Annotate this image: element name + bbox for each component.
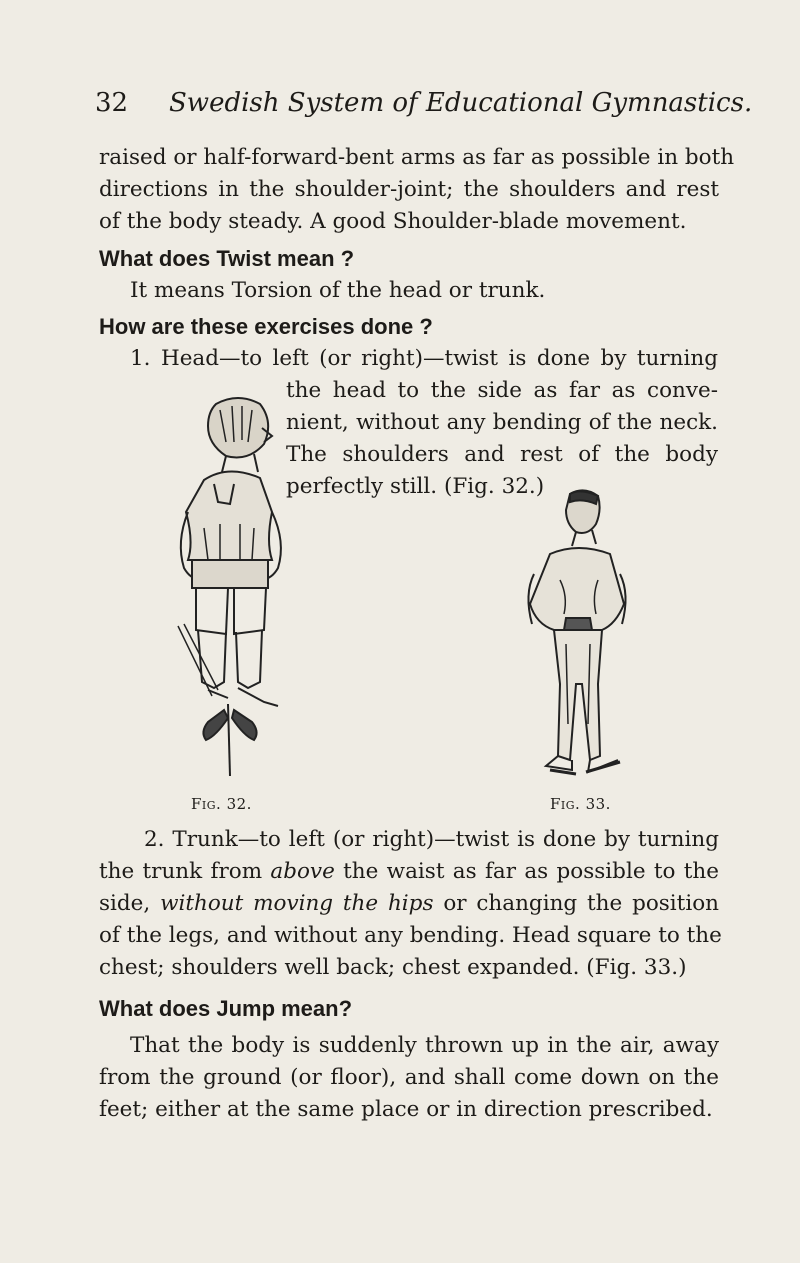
text-line: chest; shoulders well back; chest expanded. (Fig. 33.) — [99, 955, 687, 980]
item2-paragraph — [99, 824, 722, 984]
item1-line: The shoulders and rest of the body — [286, 442, 718, 467]
text-segment: side, — [99, 891, 161, 916]
text-line: of the body steady. A good Shoulder-blade movement. — [99, 209, 687, 234]
question-twist: What does Twist mean ? — [99, 246, 355, 271]
text-line: raised or half-forward-bent arms as far as possible in both — [99, 145, 735, 170]
item1-line: the head to the side as far as conve- — [286, 378, 718, 403]
item1-line: nient, without any bending of the neck. — [286, 410, 718, 435]
question-exercises: How are these exercises done ? — [99, 314, 433, 339]
answer-twist: It means Torsion of the head or trunk. — [130, 278, 546, 303]
text-segment: the waist as far as possible to the — [334, 859, 719, 884]
text-line: That the body is suddenly thrown up in the air, away — [130, 1033, 719, 1058]
text-line: feet; either at the same place or in direction prescribed. — [99, 1097, 713, 1122]
item1-line: perfectly still. (Fig. 32.) — [286, 474, 545, 499]
item1-line: 1. Head—to left (or right)—twist is done by turning — [130, 346, 718, 371]
page-header — [95, 88, 753, 128]
figure-32-caption: Fig. 32. — [191, 795, 252, 813]
text-line — [99, 888, 719, 920]
text-line — [99, 856, 719, 888]
figure-33-caption: Fig. 33. — [550, 795, 611, 813]
figure-33-illustration — [506, 484, 636, 784]
text-segment: or changing the position — [433, 891, 719, 916]
jump-paragraph — [99, 1030, 719, 1126]
running-title: Swedish System of Educational Gymnastics. — [169, 88, 753, 118]
emphasis-text: above — [270, 859, 335, 884]
question-jump: What does Jump mean? — [99, 996, 353, 1021]
text-line: directions in the shoulder-joint; the shoulders and rest — [99, 177, 719, 202]
figure-32-illustration — [168, 392, 293, 776]
text-line: of the legs, and without any bending. Head square to the — [99, 923, 722, 948]
emphasis-text: without moving the hips — [160, 891, 434, 916]
text-line: from the ground (or floor), and shall come down on the — [99, 1065, 719, 1090]
intro-paragraph — [99, 142, 735, 238]
page-number: 32 — [95, 88, 129, 118]
text-segment: the trunk from — [99, 859, 271, 884]
text-line: 2. Trunk—to left (or right)—twist is done by turning — [144, 827, 719, 852]
